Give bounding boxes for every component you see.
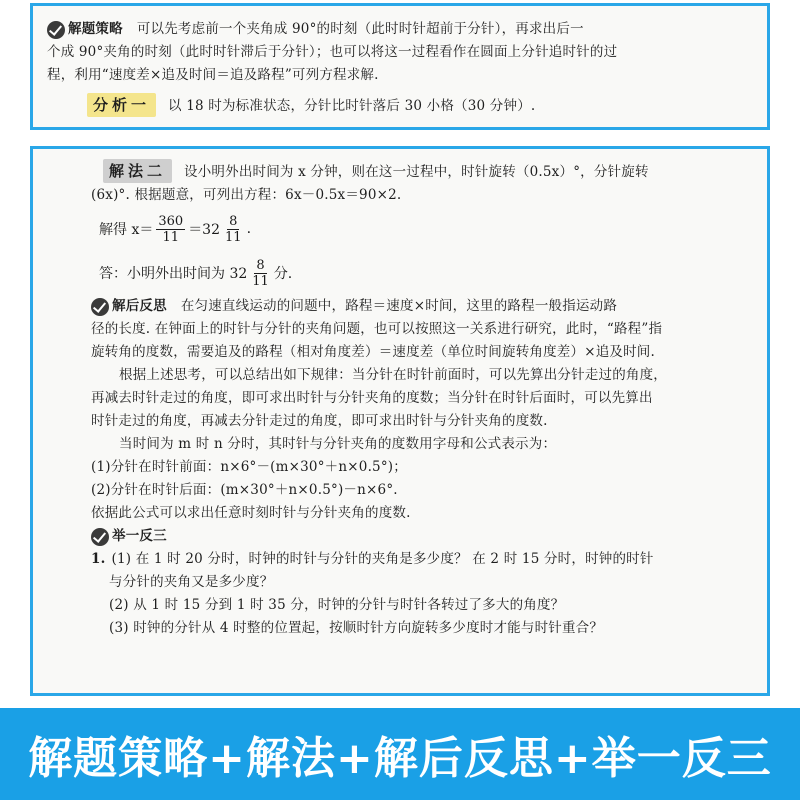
strategy-text-line-2: 个成 90°夹角的时刻（此时时针滞后于分针）；也可以将这一过程看作在圆面上分针追时针的过 — [47, 44, 618, 60]
rule-text-3: 时针走过的角度，再减去分针走过的角度，即可求出时针与分针夹角的度数. — [91, 413, 548, 429]
reflection-badge — [91, 295, 167, 318]
check-icon — [47, 21, 65, 39]
reflection-text-3: 旋转角的度数，需要追及的路程（相对角度差）＝速度差（单位时间旋转角度差）×追及时间. — [91, 344, 656, 360]
analysis-text: 以 18 时为标准状态，分针比时针落后 30 小格（30 分钟）. — [168, 98, 536, 114]
strategy-badge — [47, 18, 123, 41]
answer-fraction-denominator: 11 — [252, 273, 269, 289]
reflection-badge-label: 解后反思 — [112, 298, 167, 314]
solve-prefix: 解得 x＝ — [99, 222, 154, 238]
answer-fraction — [250, 258, 271, 289]
formula-intro: 当时间为 m 时 n 分时，其时针与分针夹角的度数用字母和公式表示为： — [119, 436, 557, 452]
answer-prefix: 答：小明外出时间为 32 — [99, 266, 248, 282]
strategy-paragraph — [47, 18, 755, 41]
solve-fraction — [156, 214, 185, 245]
banner-text: 解题策略+解法+解后反思+举一反三 — [28, 733, 772, 784]
reflection-text-2: 径的长度. 在钟面上的时针与分针的夹角问题，也可以按照这一关系进行研究，此时，“路程”指 — [91, 321, 663, 337]
formula-1: (1)分针在时针前面：n×6°－(m×30°＋n×0.5°)； — [91, 459, 407, 475]
reflection-line-1 — [47, 295, 755, 318]
solve-mixed-fraction — [223, 214, 244, 245]
question-2: (2) 从 1 时 15 分到 1 时 35 分，时钟的分针与时针各转过了多大的角度？ — [109, 597, 565, 613]
formula-outro: 依据此公式可以求出任意时刻时针与分针夹角的度数. — [91, 505, 411, 521]
answer-line — [47, 251, 755, 295]
practice-heading — [47, 525, 755, 548]
rule-text-1: 根据上述思考，可以总结出如下规律：当分针在时针前面时，可以先算出分针走过的角度， — [119, 367, 667, 383]
method-line-1 — [47, 159, 755, 184]
check-icon — [91, 298, 109, 316]
practice-badge-label: 举一反三 — [112, 528, 167, 544]
practice-badge — [91, 525, 167, 548]
question-1a-text: (1) 在 1 时 20 分时，时钟的时针与分针的夹角是多少度？ 在 2 时 15 分时，时钟的时针 — [111, 551, 654, 567]
analysis-tag: 分析一 — [87, 93, 156, 117]
solve-fraction-denominator: 11 — [162, 229, 180, 245]
question-1b: 与分针的夹角又是多少度？ — [109, 574, 274, 590]
formula-2: (2)分针在时针后面：(m×30°＋n×0.5°)－n×6°. — [91, 482, 398, 498]
solve-equation — [47, 207, 755, 251]
answer-suffix: 分. — [273, 266, 293, 282]
rule-text-2: 再减去时针走过的角度，即可求出时针与分针夹角的度数；当分针在时针后面时，可以先算出 — [91, 390, 653, 406]
check-icon — [91, 528, 109, 546]
reflection-text-1: 在匀速直线运动的问题中，路程＝速度×时间，这里的路程一般指运动路 — [180, 298, 618, 314]
solution-panel — [30, 146, 770, 696]
strategy-badge-label: 解题策略 — [68, 21, 123, 37]
question-1a — [47, 548, 755, 571]
strategy-panel — [30, 3, 770, 130]
strategy-text-line-1: 可以先考虑前一个夹角成 90°的时刻（此时时针超前于分针），再求出后一 — [136, 21, 584, 37]
analysis-line — [47, 93, 755, 118]
bottom-banner — [0, 708, 800, 800]
method-text-1: 设小明外出时间为 x 分钟，则在这一过程中，时针旋转（0.5x）°，分针旋转 — [184, 164, 649, 180]
solve-suffix: . — [246, 221, 252, 237]
solve-mixed-numerator: 8 — [229, 213, 238, 229]
solve-mixed-denominator: 11 — [225, 229, 242, 245]
method-tag: 解法二 — [103, 159, 172, 183]
solve-fraction-numerator: 360 — [158, 213, 184, 229]
question-3: (3) 时钟的分针从 4 时整的位置起，按顺时针方向旋转多少度时才能与时针重合？ — [109, 620, 604, 636]
strategy-text-line-3: 程，利用“速度差×追及时间＝追及路程”可列方程求解. — [47, 67, 379, 83]
method-text-2: (6x)°. 根据题意，可列出方程：6x－0.5x＝90×2. — [91, 187, 402, 203]
question-number: 1. — [91, 551, 106, 567]
answer-fraction-numerator: 8 — [256, 257, 265, 273]
solve-mid: ＝32 — [188, 222, 221, 238]
